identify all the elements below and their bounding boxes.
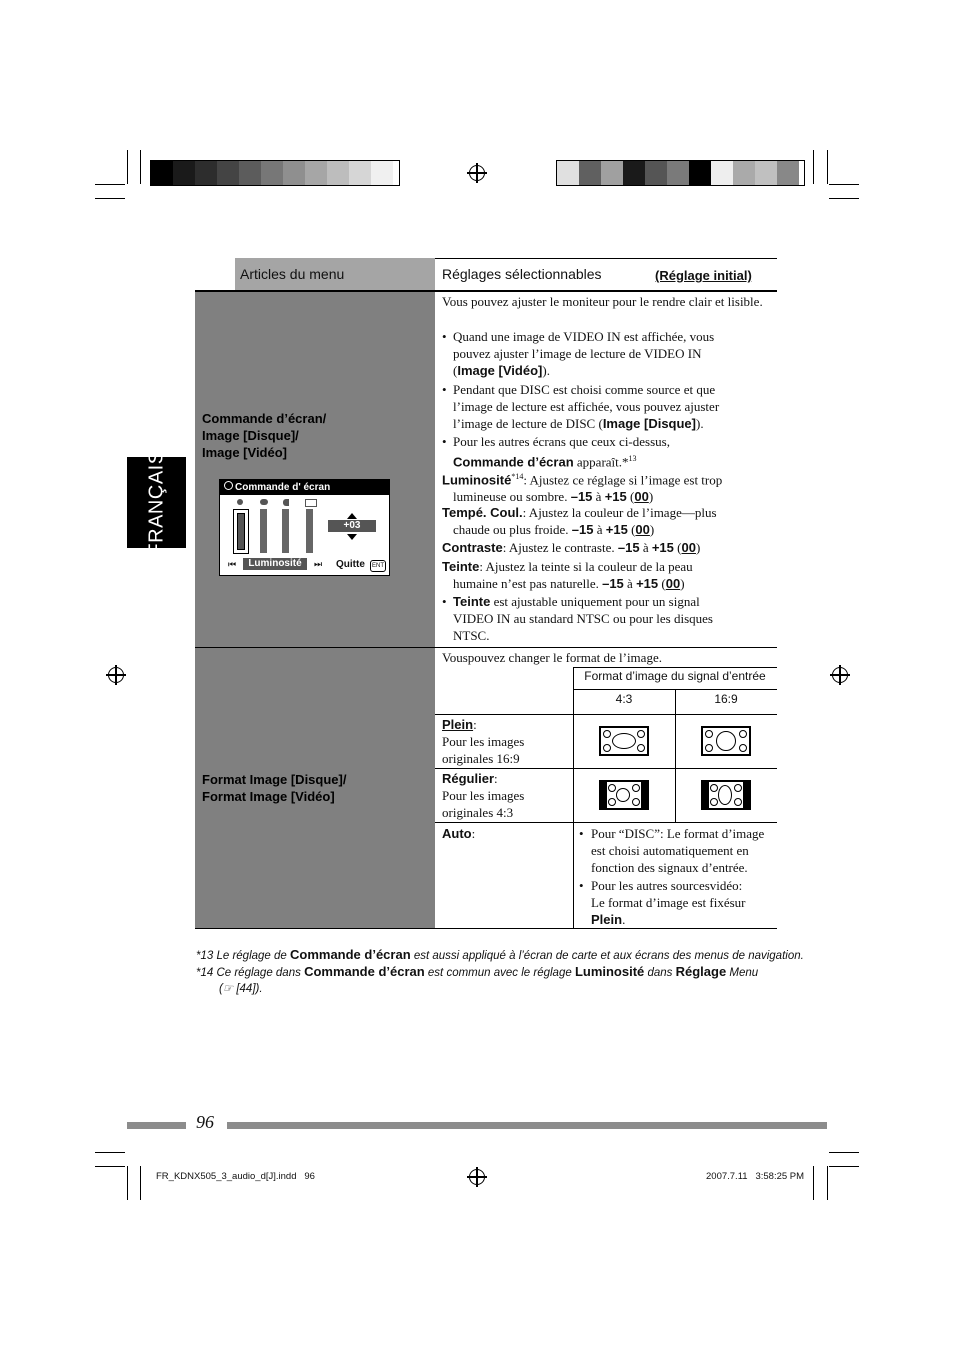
plein-option: Plein: Pour les images originales 16:9	[442, 717, 525, 766]
setting-name: Teinte	[453, 594, 491, 609]
range-min: –15	[617, 540, 640, 555]
crop-mark	[140, 150, 141, 184]
divider	[435, 822, 777, 823]
slug-filename: FR_KDNX505_3_audio_d[J].indd 96	[156, 1171, 315, 1182]
range-initial: 00	[665, 576, 681, 591]
footnote-ref: *14	[511, 472, 524, 481]
text: est commun avec le réglage	[424, 967, 575, 979]
header-initial-setting: (Réglage initial)	[655, 268, 752, 283]
screen-value: +03	[328, 520, 376, 532]
row2-intro: Vouspouvez changer le format de l’image.	[442, 650, 662, 665]
text: originales 4:3	[442, 805, 514, 820]
regular-169-icon	[701, 780, 751, 810]
row1-label-line: Commande d’écran/	[202, 411, 327, 426]
divider	[573, 667, 574, 928]
registration-mark-icon	[469, 1169, 485, 1185]
bullet-line: Pour “DISC”: Le format d’image	[591, 826, 765, 841]
range-min: –15	[570, 489, 593, 505]
bullet-line: Pendant que DISC est choisi comme source et que	[453, 382, 716, 397]
crop-mark	[140, 1166, 141, 1200]
text: à	[627, 576, 633, 591]
setting-name: Commande d’écran	[304, 964, 425, 979]
text: Menu	[726, 967, 759, 979]
text: chaude ou plus froide.	[453, 522, 569, 537]
row1-intro-text: Vous pouvez ajuster le moniteur pour le rendre clair et lisible.	[442, 294, 763, 309]
full-169-icon	[701, 726, 751, 756]
text: ).	[542, 363, 550, 378]
text: originales 16:9	[442, 751, 520, 766]
teinte-item: Teinte: Ajustez la teinte si la couleur de la peau humaine n’est pas naturelle. –15 à +15 (00)	[442, 559, 693, 591]
gray-calibration-bar-left	[150, 160, 400, 186]
auto-option: Auto:	[442, 826, 476, 841]
auto-bullet-other: • Pour les autres sourcesvidéo: Le format d’image est fixésur Plein.	[579, 877, 774, 928]
bullet-line: Pour les autres sourcesvidéo:	[591, 878, 743, 893]
crop-mark	[813, 1166, 814, 1200]
page-bar-left	[127, 1122, 186, 1129]
crop-mark	[827, 150, 828, 184]
range-initial: 00	[634, 489, 649, 505]
setting-name: Luminosité	[574, 964, 645, 979]
text: *14 Ce réglage dans	[196, 967, 305, 979]
bullet-line: l’image de lecture est affichée, vous pouvez ajuster	[453, 399, 720, 414]
footnote-14	[196, 964, 758, 997]
row1-label	[202, 410, 326, 461]
text: (	[453, 363, 458, 378]
divider	[195, 928, 777, 929]
regulier-option: Régulier: Pour les images originales 4:3	[442, 771, 525, 820]
page-number: 96	[196, 1112, 214, 1132]
bullet-line: fonction des signaux d’entrée.	[591, 860, 748, 875]
bullet-line: NTSC.	[453, 628, 490, 643]
divider	[195, 647, 777, 648]
screen-icon	[224, 481, 233, 490]
divider	[435, 768, 777, 769]
crop-mark	[127, 150, 128, 184]
crop-mark	[95, 198, 125, 199]
bullet-line: Pour les autres écrans que ceux ci-dessus,	[453, 434, 670, 449]
screen-luminosite: Luminosité	[243, 558, 307, 570]
crop-mark	[813, 150, 814, 184]
row1-label-cell	[195, 292, 435, 647]
text: : Ajustez ce réglage si l’image est trop	[523, 472, 723, 488]
text: : Ajustez la couleur de l’image—plus	[522, 505, 717, 520]
bullet-line: pouvez ajuster l’image de lecture de VIDEO IN	[453, 346, 702, 361]
language-tab	[127, 449, 186, 556]
divider	[573, 689, 777, 690]
text: à	[642, 540, 649, 555]
text: apparaît.*	[573, 454, 629, 470]
crop-mark	[829, 1166, 859, 1167]
footnote-13	[196, 947, 804, 964]
text: : Ajustez le contraste.	[502, 540, 615, 555]
setting-name: Commande d’écran	[453, 454, 574, 470]
row2-label-line: Format Image [Disque]/	[202, 772, 347, 787]
col-16-9: 16:9	[714, 692, 738, 706]
text: Pour les images	[442, 788, 525, 803]
setting-name: Teinte	[442, 559, 480, 574]
screen-title: Commande d' écran	[235, 482, 331, 493]
range-initial: 00	[635, 522, 650, 537]
option-name: Plein	[442, 717, 474, 732]
crop-mark	[829, 198, 859, 199]
text: dans	[644, 967, 676, 979]
contraste-item: Contraste: Ajustez le contraste. –15 à +15 (00)	[442, 540, 701, 555]
brightness-icon	[237, 499, 243, 505]
setting-name: Contraste	[442, 540, 503, 555]
option-name: Auto	[442, 826, 472, 841]
divider	[675, 689, 676, 822]
text: ).	[696, 416, 704, 431]
setting-name: Réglage	[675, 964, 727, 979]
text: .	[622, 912, 626, 927]
down-arrow-icon	[347, 534, 357, 540]
crop-mark	[829, 184, 859, 185]
text: à	[596, 522, 603, 537]
header-selectable-settings: Réglages sélectionnables	[442, 266, 602, 282]
screen-title-bar	[220, 480, 389, 495]
divider	[435, 258, 777, 259]
text: lumineuse ou sombre.	[453, 489, 568, 505]
bullet-other-screens: • Pour les autres écrans que ceux ci-dessus, Commande d’écran apparaît.*$^{13}$	[442, 434, 670, 470]
crop-mark	[95, 1166, 125, 1167]
prev-icon: ⏮	[228, 560, 237, 570]
bullet-line: Le format d’image est fixésur	[591, 895, 746, 910]
tint-icon	[305, 499, 317, 507]
crop-mark	[95, 1152, 125, 1153]
text: humaine n’est pas naturelle.	[453, 576, 599, 591]
text: est aussi appliqué à l’écran de carte et aux écrans des menus de navigation.	[410, 950, 804, 962]
text: l’image de lecture de DISC (	[453, 416, 603, 431]
bullet-teinte-ntsc: • Teinte est ajustable uniquement pour un signal VIDEO IN au standard NTSC ou pour les disques NTSC.	[442, 594, 713, 643]
slider-brightness	[233, 509, 249, 554]
setting-name: Image [Disque]	[602, 416, 696, 431]
screen-illustration	[219, 479, 390, 576]
bullet-line: Quand une image de VIDEO IN est affichée, vous	[453, 329, 715, 344]
setting-name: Image [Vidéo]	[457, 363, 543, 378]
bullet-video: • Quand une image de VIDEO IN est affichée, vous pouvez ajuster l’image de lecture de VIDEO IN (Image [Vidéo]).	[442, 329, 715, 378]
ent-icon: ENT	[370, 560, 386, 572]
full-43-icon	[599, 726, 649, 756]
bullet-disc: • Pendant que DISC est choisi comme source et que l’image de lecture est affichée, vous pouvez ajuster l’image de lecture de DISC (Image [Disque]).	[442, 382, 720, 431]
registration-mark-icon	[832, 667, 848, 683]
range-max: +15	[636, 576, 659, 591]
text: *13 Le réglage de	[196, 950, 290, 962]
text: Pour les images	[442, 734, 525, 749]
registration-mark-icon	[469, 165, 485, 181]
text: (☞ [44]).	[219, 983, 263, 995]
setting-name: Tempé. Coul.	[442, 505, 523, 520]
input-format-header: Format d’image du signal d’entrée	[584, 669, 766, 683]
row1-label-line: Image [Disque]/	[202, 428, 299, 443]
gray-calibration-bar-right	[556, 160, 805, 186]
range-max: +15	[651, 540, 674, 555]
row1-intro	[442, 293, 767, 310]
range-max: +15	[604, 489, 627, 505]
screen-quitte: Quitte	[336, 559, 365, 570]
language-tab-label: FRANÇAIS	[145, 449, 167, 556]
option-name: Régulier	[442, 771, 495, 786]
crop-mark	[827, 1166, 828, 1200]
tempe-coul-item: Tempé. Coul.: Ajustez la couleur de l’image—plus chaude ou plus froide. –15 à +15 (00)	[442, 505, 717, 537]
auto-bullet-disc: • Pour “DISC”: Le format d’image est choisi automatiquement en fonction des signaux d’entrée.	[579, 825, 774, 876]
bullet-line: VIDEO IN au standard NTSC ou pour les disques	[453, 611, 713, 626]
regular-43-icon	[599, 780, 649, 810]
slider-color	[260, 509, 267, 553]
range-min: –15	[602, 576, 624, 591]
option-name: Plein	[591, 912, 623, 927]
text: est ajustable uniquement pour un signal	[490, 594, 700, 609]
row2-label	[202, 771, 346, 805]
slider-contrast	[282, 509, 289, 553]
slider-tint	[306, 509, 313, 553]
range-initial: 00	[681, 540, 696, 555]
row1-label-line: Image [Vidéo]	[202, 445, 288, 460]
col-4-3: 4:3	[615, 692, 633, 706]
text: à	[595, 489, 602, 505]
divider	[435, 714, 777, 715]
color-icon	[260, 499, 268, 505]
next-icon: ⏭	[314, 560, 323, 570]
bullet-line: est choisi automatiquement en	[591, 843, 749, 858]
footnote-ref: 13	[628, 454, 637, 463]
page-bar-right	[227, 1122, 827, 1129]
setting-name: Luminosité	[442, 472, 512, 488]
range-max: +15	[605, 522, 628, 537]
setting-name: Commande d’écran	[290, 947, 411, 962]
row2-label-line: Format Image [Vidéo]	[202, 789, 335, 804]
text: : Ajustez la teinte si la couleur de la peau	[479, 559, 693, 574]
contrast-icon	[283, 499, 289, 506]
crop-mark	[127, 1166, 128, 1200]
crop-mark	[95, 184, 125, 185]
divider	[573, 667, 777, 668]
slug-timestamp: 2007.7.11 3:58:25 PM	[706, 1171, 805, 1182]
up-arrow-icon	[347, 513, 357, 519]
header-menu-items: Articles du menu	[240, 266, 345, 282]
crop-mark	[829, 1152, 859, 1153]
registration-mark-icon	[108, 667, 124, 683]
range-min: –15	[571, 522, 594, 537]
luminosite-item: Luminosité$^{*14}$: Ajustez ce réglage si l’image est trop lumineuse ou sombre. –15 à +15 (00)	[442, 472, 723, 505]
